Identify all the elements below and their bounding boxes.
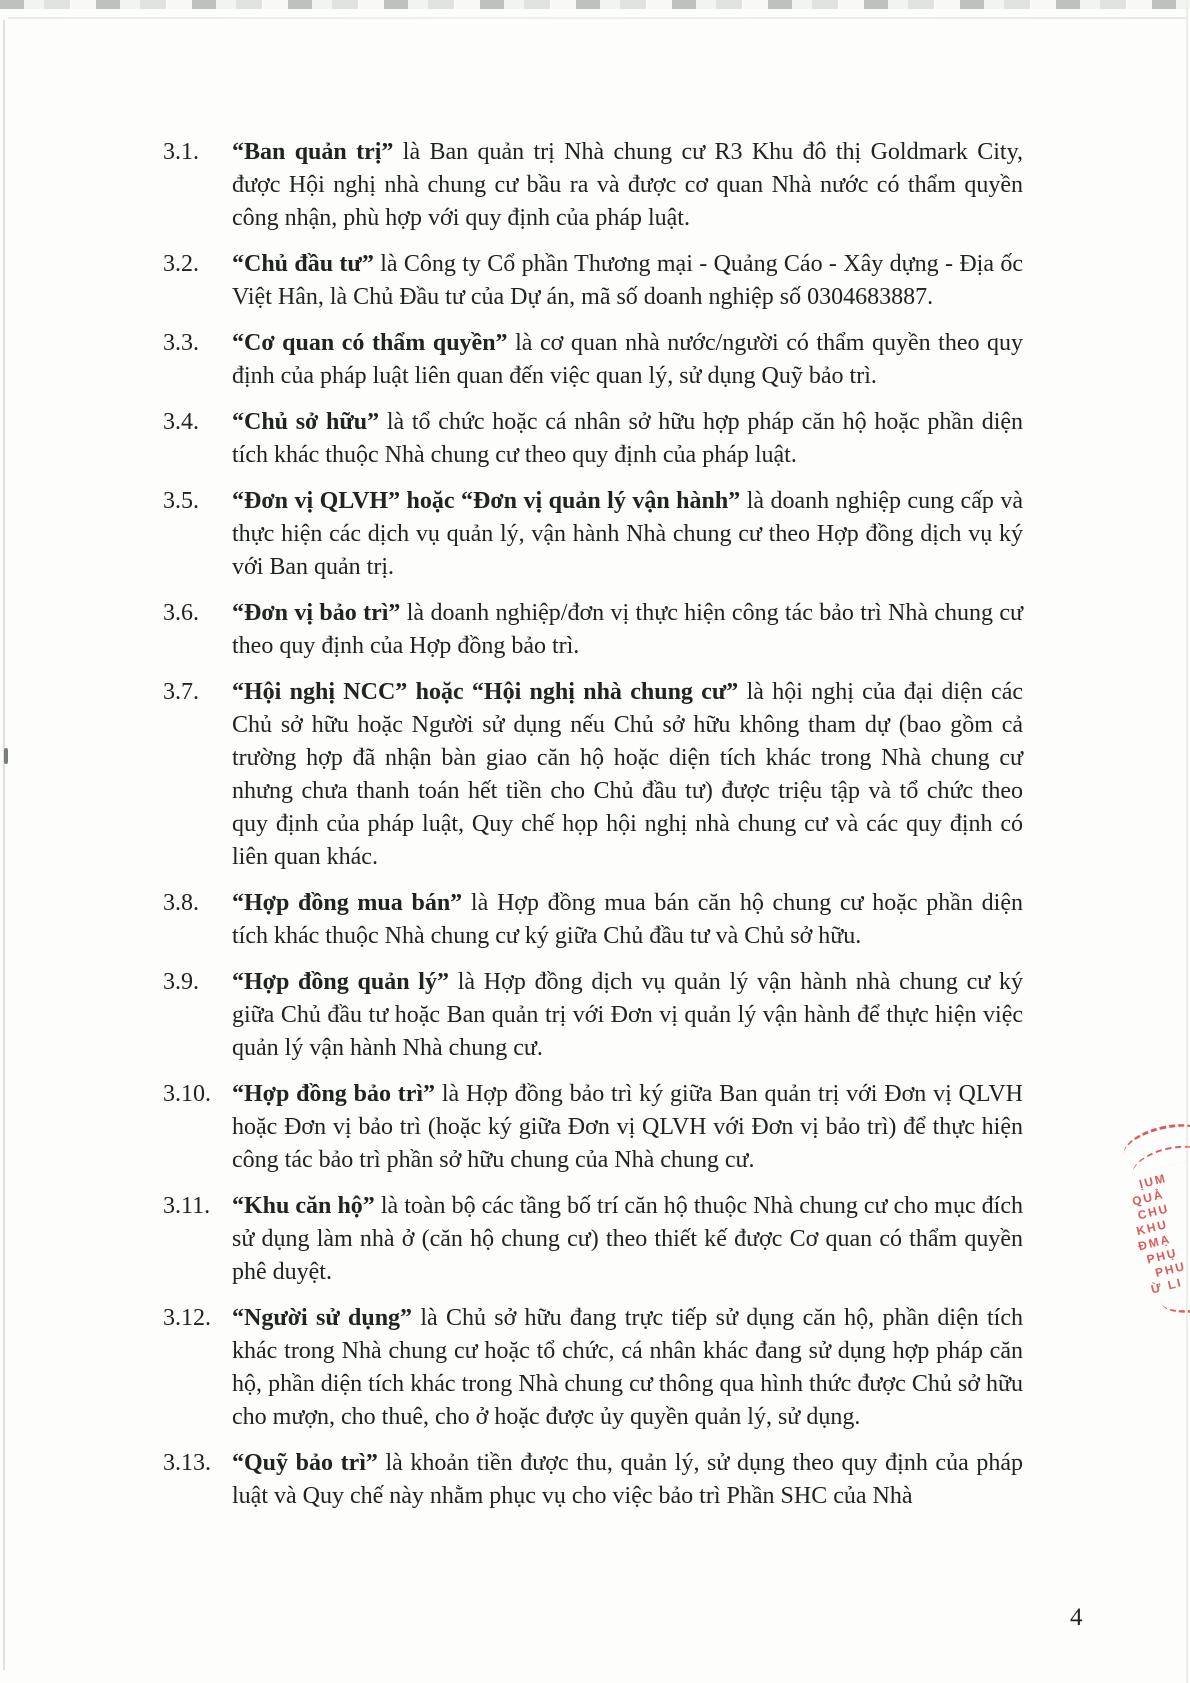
- defined-term: “Hội nghị NCC” hoặc “Hội nghị nhà chung cư”: [232, 679, 739, 705]
- defined-term: “Đơn vị QLVH” hoặc “Đơn vị quản lý vận hành”: [232, 488, 741, 514]
- defined-term: “Cơ quan có thẩm quyền”: [232, 330, 508, 356]
- definition-item-3-3: [163, 327, 1023, 393]
- clause-definition: là Ban quản trị Nhà chung cư R3 Khu đô thị Goldmark City, được Hội nghị nhà chung cư bầu ra và được cơ quan Nhà nước có thẩm quyền công nhận, phù hợp với quy định của pháp luật.: [232, 139, 1024, 231]
- clause-text: [232, 676, 1023, 874]
- clause-text: [232, 406, 1023, 472]
- clause-number: 3.2.: [163, 251, 199, 277]
- defined-term: “Đơn vị bảo trì”: [232, 600, 401, 626]
- clause-text: [232, 327, 1023, 393]
- clause-definition: là Chủ sở hữu đang trực tiếp sử dụng căn hộ, phần diện tích khác trong Nhà chung cư hoặc tổ chức, cá nhân khác đang sử dụng hợp pháp căn hộ, phần diện tích khác trong Nhà chung cư thông qua hình thức được Chủ sở hữu cho mượn, cho thuê, cho ở hoặc được ủy quyền quản lý, sử dụng.: [232, 1305, 1023, 1430]
- clause-definition: là hội nghị của đại diện các Chủ sở hữu hoặc Người sử dụng nếu Chủ sở hữu không tham dự (bao gồm cả trường hợp đã nhận bàn giao căn hộ hoặc diện tích khác trong Nhà chung cư nhưng chưa thanh toán hết tiền cho Chủ đầu tư) được triệu tập và tổ chức theo quy định của pháp luật, Quy chế họp hội nghị nhà chung cư và các quy định có liên quan khác.: [232, 679, 1024, 870]
- clause-number: 3.3.: [163, 330, 199, 356]
- defined-term: “Khu căn hộ”: [232, 1193, 375, 1219]
- clause-number: 3.12.: [163, 1305, 211, 1331]
- definition-item-3-5: [163, 485, 1023, 584]
- definition-item-3-2: [163, 248, 1023, 314]
- clause-definition: là cơ quan nhà nước/người có thẩm quyền theo quy định của pháp luật liên quan đến việc quan lý, sử dụng Quỹ bảo trì.: [232, 330, 1024, 389]
- stamp-text-fragment: ỊUM: [1137, 1170, 1169, 1192]
- definition-item-3-9: [163, 966, 1023, 1065]
- clause-definition: là Hợp đồng bảo trì ký giữa Ban quản trị với Đơn vị QLVH hoặc Đơn vị bảo trì (hoặc ký giữa Đơn vị QLVH với Đơn vị bảo trì) để thực hiện công tác bảo trì phần sở hữu chung của Nhà chung cư.: [232, 1081, 1024, 1173]
- scanner-artifact-band: [0, 0, 1190, 9]
- clause-text: [232, 1078, 1023, 1177]
- clause-number: 3.7.: [163, 679, 199, 705]
- clause-definition: là Hợp đồng mua bán căn hộ chung cư hoặc phần diện tích khác thuộc Nhà chung cư ký giữa Chủ đầu tư và Chủ sở hữu.: [232, 890, 1023, 949]
- stamp-text-fragment: PHU: [1153, 1258, 1188, 1281]
- clause-number: 3.1.: [163, 139, 199, 165]
- definition-item-3-10: [163, 1078, 1023, 1177]
- clause-definition: là doanh nghiệp cung cấp và thực hiện các dịch vụ quản lý, vận hành Nhà chung cư theo Hợp đồng dịch vụ ký với Ban quản trị.: [232, 488, 1024, 580]
- red-seal-stamp-partial: [1113, 1124, 1190, 1342]
- defined-term: “Hợp đồng mua bán”: [232, 890, 463, 916]
- clause-definition: là khoản tiền được thu, quản lý, sử dụng theo quy định của pháp luật và Quy chế này nhằm phục vụ cho việc bảo trì Phần SHC của Nhà: [232, 1450, 1023, 1509]
- stamp-text-fragment: ĐMẠ: [1136, 1231, 1173, 1254]
- clause-number: 3.9.: [163, 969, 199, 995]
- defined-term: “Hợp đồng quản lý”: [232, 969, 449, 995]
- stamp-text-fragment: KHU: [1135, 1216, 1170, 1239]
- clause-text: [232, 597, 1023, 663]
- defined-term: “Chủ sở hữu”: [232, 409, 380, 435]
- clause-number: 3.6.: [163, 600, 199, 626]
- clause-text: [232, 248, 1023, 314]
- clause-text: [232, 887, 1023, 953]
- clause-number: 3.5.: [163, 488, 199, 514]
- scanner-artifact-line: [8, 17, 1186, 19]
- stamp-text-fragment: QUẢ: [1130, 1186, 1166, 1209]
- clause-definition: là doanh nghiệp/đơn vị thực hiện công tác bảo trì Nhà chung cư theo quy định của Hợp đồng bảo trì.: [232, 600, 1024, 659]
- defined-term: “Chủ đầu tư”: [232, 251, 374, 277]
- defined-term: “Người sử dụng”: [232, 1305, 413, 1331]
- clause-number: 3.4.: [163, 409, 199, 435]
- stamp-text-fragment: CHU: [1136, 1201, 1171, 1223]
- definition-item-3-13: [163, 1447, 1023, 1513]
- clause-definition: là tổ chức hoặc cá nhân sở hữu hợp pháp căn hộ hoặc phần diện tích khác thuộc Nhà chung cư theo quy định của pháp luật.: [232, 409, 1024, 468]
- defined-term: “Ban quản trị”: [232, 139, 394, 165]
- definition-item-3-12: [163, 1302, 1023, 1434]
- clause-number: 3.11.: [163, 1193, 211, 1219]
- clause-text: [232, 1190, 1023, 1289]
- clause-text: [232, 1302, 1023, 1434]
- clause-number: 3.13.: [163, 1450, 211, 1476]
- definition-item-3-1: [163, 136, 1023, 235]
- page-left-edge: [3, 20, 5, 1670]
- page-number: 4: [1070, 1604, 1083, 1631]
- clause-number: 3.8.: [163, 890, 199, 916]
- clause-text: [232, 966, 1023, 1065]
- definition-item-3-11: [163, 1190, 1023, 1289]
- defined-term: “Hợp đồng bảo trì”: [232, 1081, 436, 1107]
- clause-text: [232, 1447, 1023, 1513]
- clause-definition: là Công ty Cổ phần Thương mại - Quảng Cáo - Xây dựng - Địa ốc Việt Hân, là Chủ Đầu tư của Dự án, mã số doanh nghiệp số 0304683887.: [232, 251, 1023, 310]
- defined-term: “Quỹ bảo trì”: [232, 1450, 378, 1476]
- definition-item-3-6: [163, 597, 1023, 663]
- definition-item-3-8: [163, 887, 1023, 953]
- definition-item-3-7: [163, 676, 1023, 874]
- clause-number: 3.10.: [163, 1081, 211, 1107]
- clause-definition: là Hợp đồng dịch vụ quản lý vận hành nhà chung cư ký giữa Chủ đầu tư hoặc Ban quản trị với Đơn vị quản lý vận hành để thực hiện việc quản lý vận hành Nhà chung cư.: [232, 969, 1023, 1061]
- clause-text: [232, 485, 1023, 584]
- stamp-text-fragment: Ừ LI: [1149, 1275, 1184, 1297]
- clause-definition: là toàn bộ các tầng bố trí căn hộ thuộc Nhà chung cư cho mục đích sử dụng làm nhà ở (căn hộ chung cư) theo thiết kế được Cơ quan có thẩm quyền phê duyệt.: [232, 1193, 1023, 1285]
- scanner-speck: [4, 748, 8, 764]
- clause-text: [232, 136, 1023, 235]
- definition-item-3-4: [163, 406, 1023, 472]
- stamp-text-fragment: PHỤ: [1145, 1245, 1179, 1267]
- definitions-list: [163, 136, 1023, 1526]
- page-right-edge: [1186, 0, 1188, 1683]
